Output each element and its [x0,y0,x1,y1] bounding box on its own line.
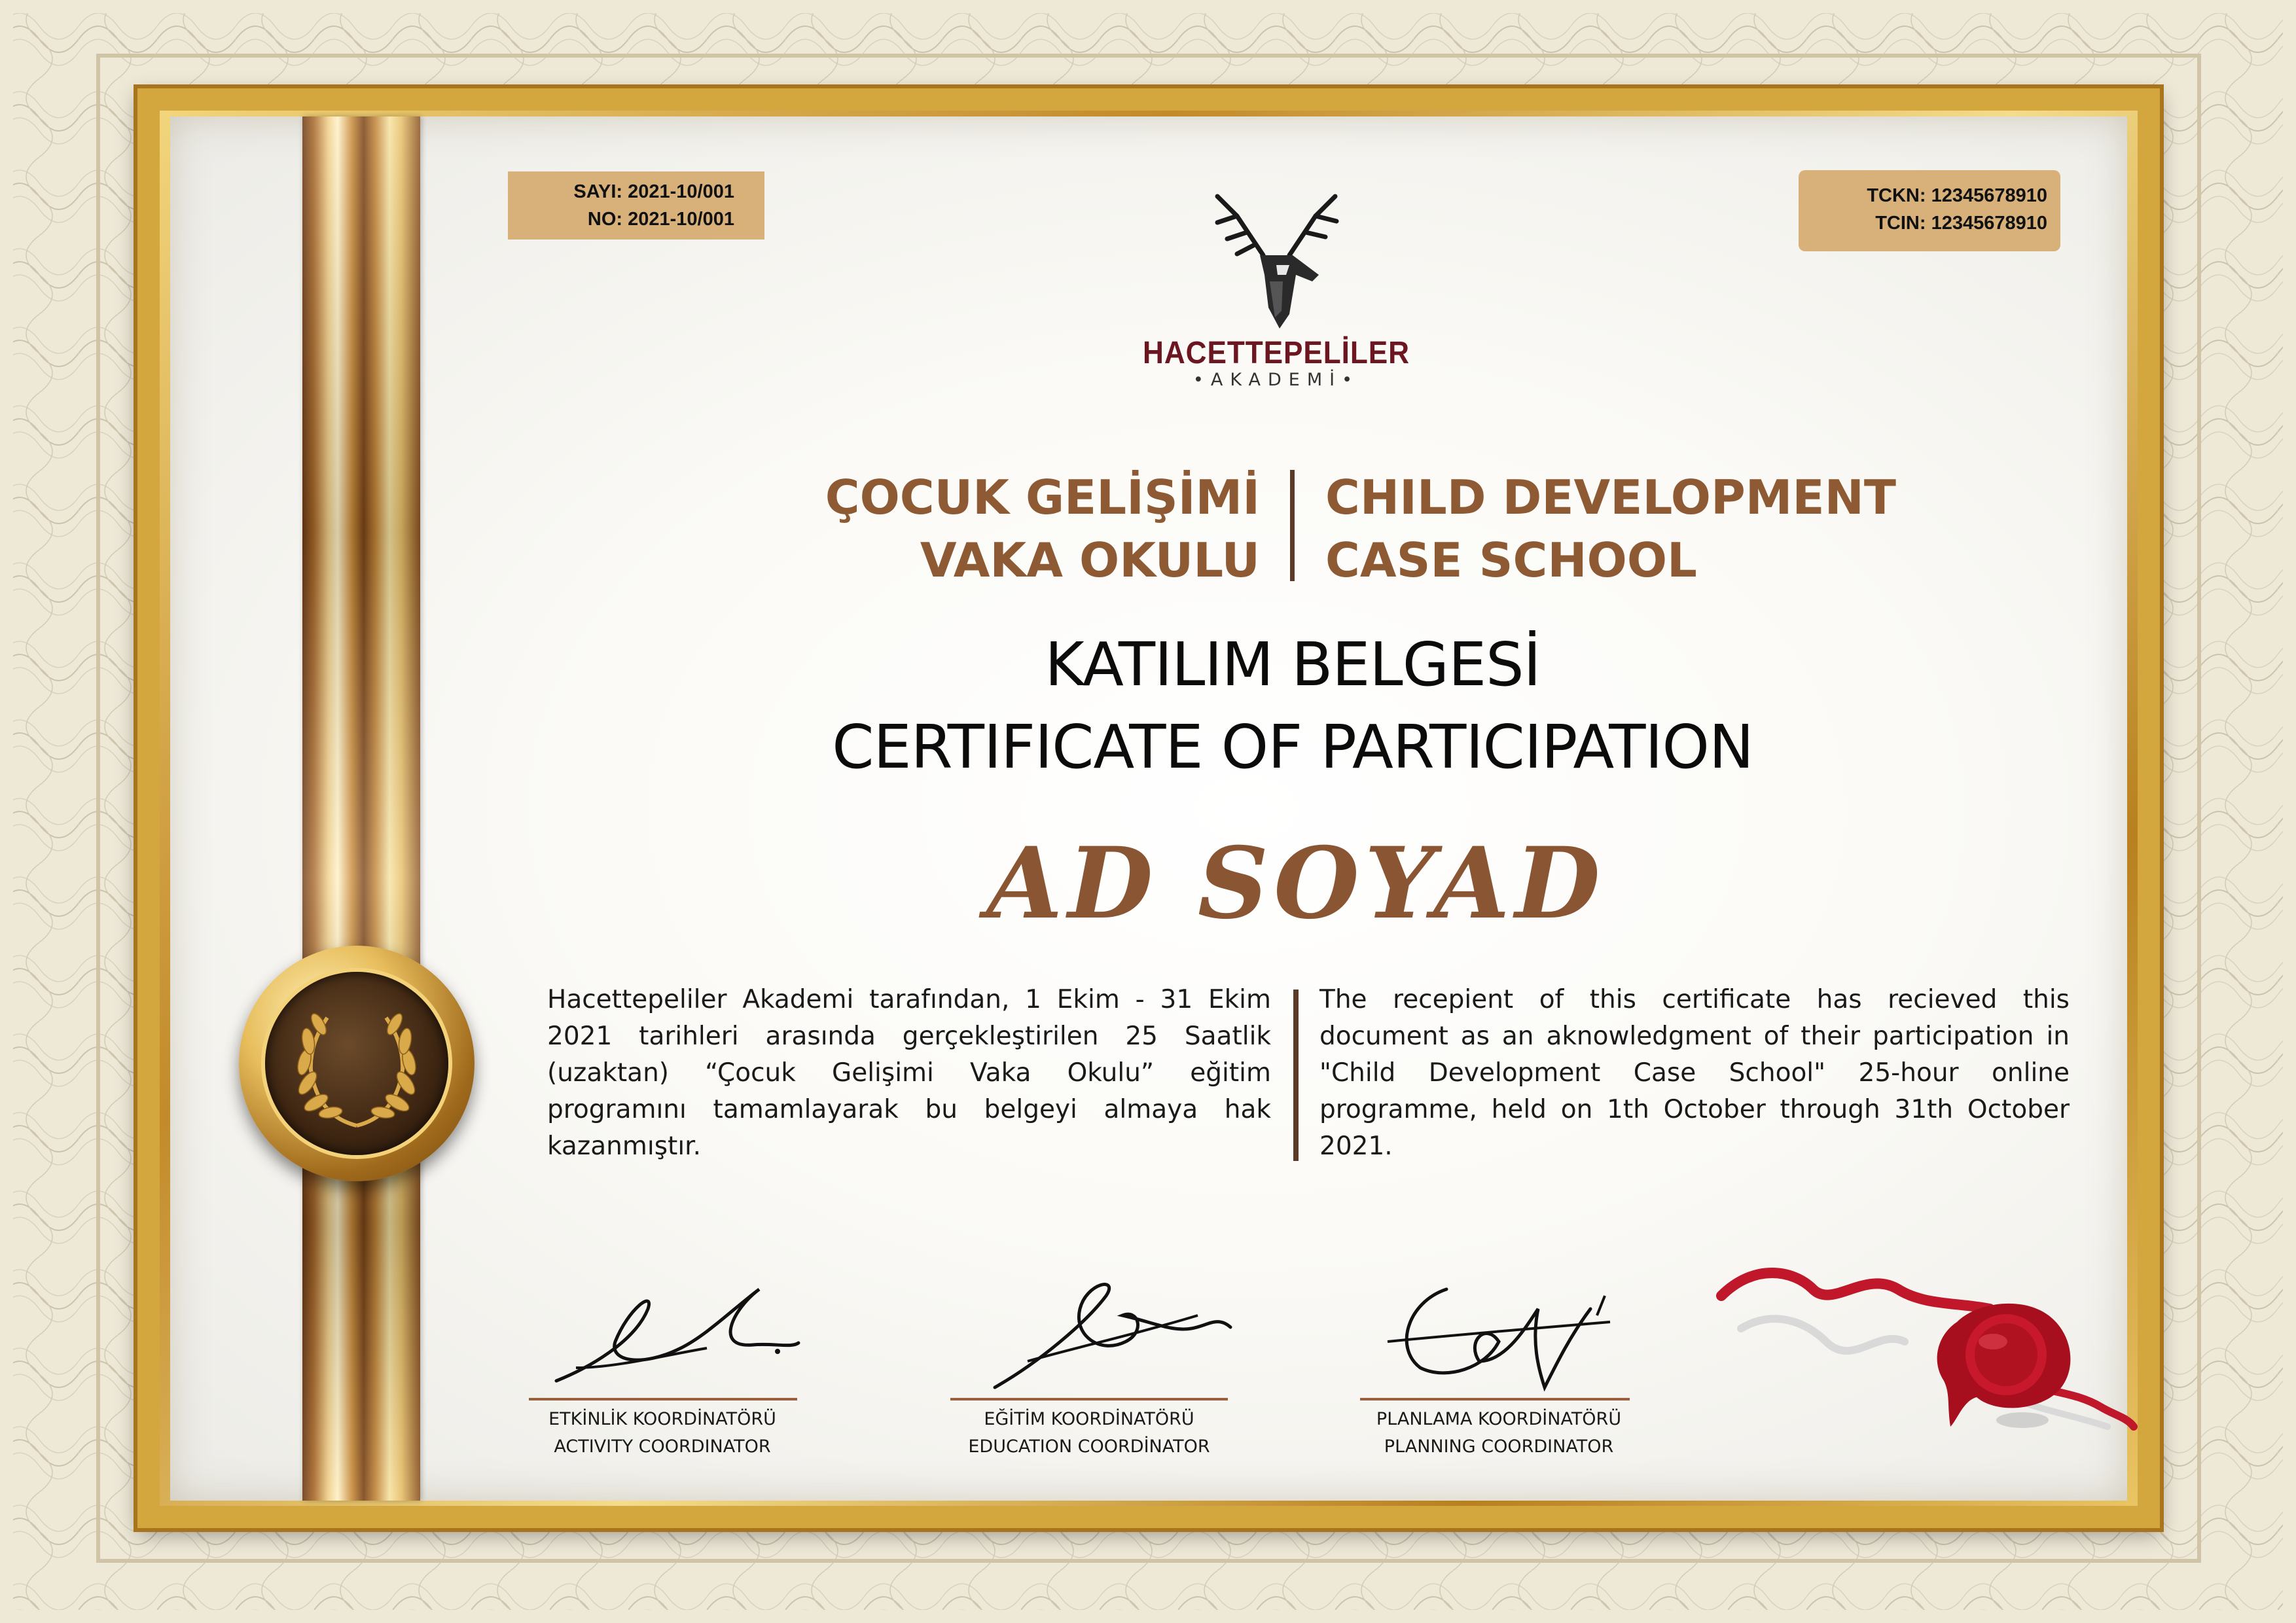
document-number-en: NO: 2021-10/001 [587,209,734,230]
description-divider [1293,990,1299,1161]
document-number-tr: SAYI: 2021-10/001 [573,181,734,202]
brand-name: HACETTEPELİLER [1143,336,1410,370]
program-divider [1290,470,1295,581]
recipient-name: AD SOYAD [986,826,1605,941]
signature-line-planning [1360,1398,1630,1400]
program-tr-line2: VAKA OKULU [920,533,1260,588]
certificate-title-en: CERTIFICATE OF PARTICIPATION [832,712,1753,782]
id-number-tr: TCKN: 12345678910 [1867,185,2047,206]
program-name-en [1325,466,1980,592]
role-activity-tr: ETKİNLİK KOORDİNATÖRÜ [548,1409,776,1429]
signature-activity-coordinator [537,1270,825,1400]
program-tr-line1: ÇOCUK GELİŞİMİ [825,470,1260,525]
program-en-line2: CASE SCHOOL [1325,533,1697,588]
role-education-coordinator [919,1406,1259,1461]
program-en-line1: CHILD DEVELOPMENT [1325,470,1896,525]
role-activity-en: ACTIVITY COORDINATOR [554,1436,771,1457]
laurel-wreath-icon [239,946,475,1181]
signature-education-coordinator [982,1270,1270,1400]
description-tr: Hacettepeliler Akademi tarafından, 1 Ekim - 31 Ekim 2021 tarihleri arasında gerçekleştirilen 25 Saatlik (uzaktan) “Çocuk Gelişimi Vaka Okulu” eğitim programını tamamlayarak bu belgeyi almaya hak kazanmıştır. [547,985,1271,1161]
certificate-title-tr: KATILIM BELGESİ [1045,630,1541,700]
wax-seal-icon [1715,1230,2140,1446]
description-en: The recepient of this certificate has recieved this document as an aknowledgment of their participation in "Child Development Case School" 25-hour online programme, held on 1th October through 31th October 2021. [1319,985,2070,1161]
gold-ribbon [302,116,420,1501]
signature-planning-coordinator [1374,1270,1662,1400]
stag-head-icon [1191,177,1361,334]
id-number-badge [1799,170,2060,251]
role-planning-en: PLANNING COORDINATOR [1384,1436,1614,1457]
role-education-tr: EĞİTİM KOORDİNATÖRÜ [984,1409,1194,1429]
role-planning-coordinator [1329,1406,1669,1461]
signature-line-education [950,1398,1228,1400]
document-number-badge [508,171,764,240]
role-education-en: EDUCATION COORDİNATOR [968,1436,1210,1457]
role-activity-coordinator [492,1406,833,1461]
program-name-tr [720,466,1260,592]
role-planning-tr: PLANLAMA KOORDİNATÖRÜ [1376,1409,1622,1429]
id-number-en: TCIN: 12345678910 [1875,213,2047,234]
signature-line-activity [529,1398,797,1400]
brand-subtitle: •AKADEMİ• [1193,370,1360,390]
